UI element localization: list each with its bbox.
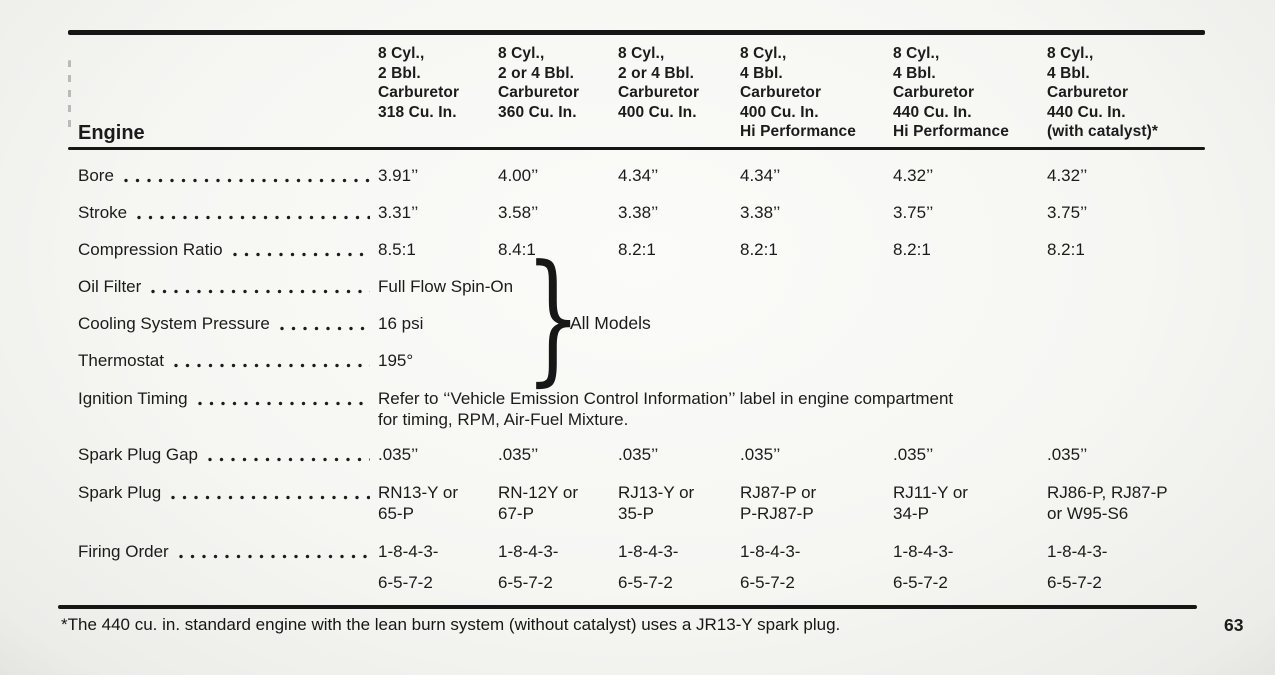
spec-value: 6-5-7-2 (1047, 573, 1102, 592)
spec-row-spark-plug (78, 482, 1205, 524)
spec-value: 6-5-7-2 (378, 573, 433, 592)
all-models-brace (524, 235, 582, 400)
spec-value: .035’’ (378, 445, 419, 464)
spec-value: 1-8-4-3- (378, 542, 439, 561)
column-header-400: 8 Cyl., 2 or 4 Bbl. Carburetor 400 Cu. In. (618, 45, 700, 121)
dot-leader (174, 350, 370, 371)
spec-value: Full Flow Spin-On (378, 277, 514, 296)
spec-value: RN-12Y or 67-P (498, 483, 578, 523)
row-label: Spark Plug (78, 483, 162, 502)
row-label: Spark Plug Gap (78, 445, 199, 464)
spec-value: .035’’ (740, 445, 781, 464)
row-label: Bore (78, 166, 114, 185)
spec-value: Refer to ‘‘Vehicle Emission Control Information’’ label in engine compartment for timing, RPM, Air-Fuel Mixture. (378, 389, 954, 429)
spec-value: 1-8-4-3- (618, 542, 679, 561)
top-rule (68, 30, 1205, 35)
spec-row-ignition-timing (78, 388, 1205, 430)
column-header-440-catalyst: 8 Cyl., 4 Bbl. Carburetor 440 Cu. In. (with catalyst)* (1047, 45, 1158, 140)
spec-value: 1-8-4-3- (740, 542, 801, 561)
spec-value: .035’’ (498, 445, 539, 464)
spec-row-stroke (78, 202, 1205, 223)
spec-row-spark-plug-gap (78, 444, 1205, 465)
spec-value: 8.2:1 (1047, 240, 1085, 259)
spec-value: .035’’ (1047, 445, 1088, 464)
spec-value: RJ86-P, RJ87-P or W95-S6 (1047, 483, 1168, 523)
dot-leader (151, 276, 370, 297)
dot-leader (208, 444, 370, 465)
page-number: 63 (1224, 615, 1244, 635)
spec-value: 6-5-7-2 (618, 573, 673, 592)
dot-leader (171, 482, 370, 503)
dot-leader (137, 202, 370, 223)
dot-leader (179, 541, 370, 562)
row-label: Oil Filter (78, 277, 142, 296)
spec-value: 1-8-4-3- (893, 542, 954, 561)
spec-value: 4.32’’ (1047, 166, 1088, 185)
scan-artifact (68, 60, 71, 132)
header-rule (68, 147, 1205, 150)
spec-value: 1-8-4-3- (498, 542, 559, 561)
column-header-440-hp: 8 Cyl., 4 Bbl. Carburetor 440 Cu. In. Hi Performance (893, 45, 1009, 140)
spec-value: 3.75’’ (893, 203, 934, 222)
spec-row-bore (78, 165, 1205, 186)
spec-value: 6-5-7-2 (740, 573, 795, 592)
spec-value: 16 psi (378, 314, 424, 333)
spec-value: 3.75’’ (1047, 203, 1088, 222)
spec-value: 6-5-7-2 (893, 573, 948, 592)
row-label: Ignition Timing (78, 389, 188, 408)
spec-value: 4.32’’ (893, 166, 934, 185)
table-header (78, 44, 1205, 144)
dot-leader (198, 388, 370, 409)
spec-value: 3.38’’ (740, 203, 781, 222)
bottom-rule (58, 605, 1197, 609)
spec-value: 6-5-7-2 (498, 573, 553, 592)
spec-value: 3.38’’ (618, 203, 659, 222)
column-header-318: 8 Cyl., 2 Bbl. Carburetor 318 Cu. In. (378, 45, 460, 121)
spec-value: 195° (378, 351, 414, 370)
spec-value: RN13-Y or 65-P (378, 483, 458, 523)
dot-leader (124, 165, 370, 186)
spec-value: 3.31’’ (378, 203, 419, 222)
column-header-400-hp: 8 Cyl., 4 Bbl. Carburetor 400 Cu. In. Hi Performance (740, 45, 856, 140)
catalyst-footnote: *The 440 cu. in. standard engine with the lean burn system (without catalyst) uses a JR13-Y spark plug. (61, 615, 841, 634)
spec-value: .035’’ (618, 445, 659, 464)
row-label: Compression Ratio (78, 240, 223, 259)
all-models-note: All Models (570, 313, 651, 333)
dot-leader (280, 313, 370, 334)
spec-value: 3.91’’ (378, 166, 419, 185)
spec-value: RJ13-Y or 35-P (618, 483, 695, 523)
curly-brace-glyph: } (524, 235, 582, 400)
row-label: Firing Order (78, 542, 169, 561)
spec-value: 4.34’’ (740, 166, 781, 185)
spec-value: 8.5:1 (378, 240, 416, 259)
spec-value: 4.00’’ (498, 166, 539, 185)
spec-value: .035’’ (893, 445, 934, 464)
spec-value: 8.4:1 (498, 240, 536, 259)
spec-value: 4.34’’ (618, 166, 659, 185)
spec-value: 8.2:1 (740, 240, 778, 259)
spec-row-thermostat (78, 350, 1205, 371)
spec-value: 1-8-4-3- (1047, 542, 1108, 561)
spec-value: 3.58’’ (498, 203, 539, 222)
row-label: Cooling System Pressure (78, 314, 270, 333)
spec-value: 8.2:1 (893, 240, 931, 259)
spec-value: RJ87-P or P-RJ87-P (740, 483, 817, 523)
column-header-360: 8 Cyl., 2 or 4 Bbl. Carburetor 360 Cu. In. (498, 45, 580, 121)
spec-row-compression-ratio (78, 239, 1205, 260)
spec-value: RJ11-Y or 34-P (893, 483, 968, 523)
dot-leader (233, 239, 370, 260)
spec-row-oil-filter (78, 276, 1205, 297)
row-label: Thermostat (78, 351, 164, 370)
engine-corner-label: Engine (78, 122, 145, 144)
spec-value: 8.2:1 (618, 240, 656, 259)
spec-row-firing-order-line2 (78, 572, 1205, 593)
spec-row-firing-order (78, 541, 1205, 562)
row-label: Stroke (78, 203, 128, 222)
